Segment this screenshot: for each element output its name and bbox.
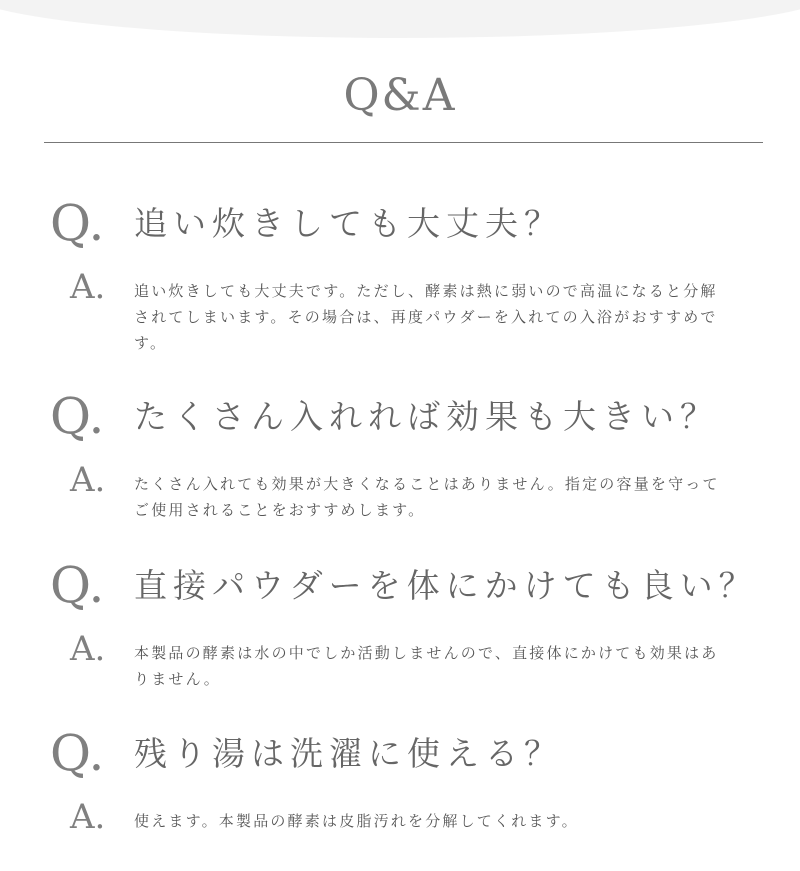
- page-title: Q&A: [343, 70, 457, 121]
- question-text: 残り湯は洗濯に使える？: [134, 734, 563, 773]
- answer-text: たくさん入れても効果が大きくなることはありません。指定の容量を守ってご使用されることをおすすめします。: [134, 475, 720, 519]
- answer-mark-label: A.: [70, 460, 106, 500]
- answer-mark-label: A.: [70, 629, 106, 669]
- question-mark-label: Q.: [50, 724, 105, 782]
- question-text: たくさん入れれば効果も大きい？: [134, 397, 719, 436]
- question-text: 直接パウダーを体にかけても良い？: [134, 566, 758, 605]
- question-mark-label: Q.: [50, 387, 105, 445]
- answer-mark-label: A.: [70, 797, 106, 837]
- question-mark-label: Q.: [50, 556, 105, 614]
- title-divider: [44, 142, 763, 143]
- answer-mark-label: A.: [70, 267, 106, 307]
- answer-text: 追い炊きしても大丈夫です。ただし、酵素は熱に弱いので高温になると分解されてしまいます。その場合は、再度パウダーを入れての入浴がおすすめです。: [134, 282, 718, 352]
- answer-text: 使えます。本製品の酵素は皮脂汚れを分解してくれます。: [134, 812, 579, 830]
- question-text: 追い炊きしても大丈夫？: [134, 204, 563, 243]
- question-mark-label: Q.: [50, 194, 105, 252]
- top-arc-decoration: [0, 0, 800, 38]
- answer-text: 本製品の酵素は水の中でしか活動しませんので、直接体にかけても効果はありません。: [134, 644, 719, 688]
